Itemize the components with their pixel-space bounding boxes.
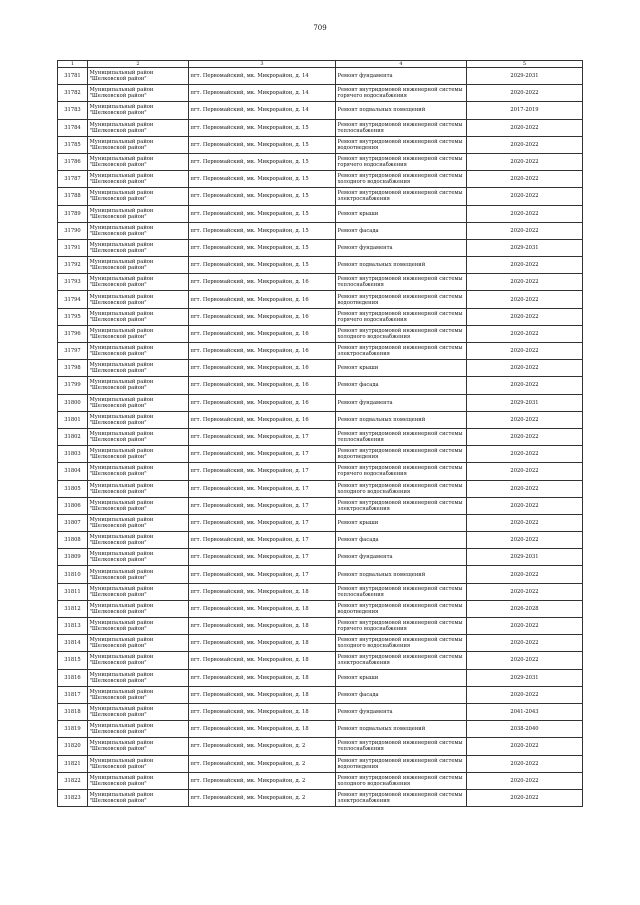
row-number: 31789	[58, 205, 88, 222]
address-cell: пгт. Первомайский, мк. Микрорайон, д. 16	[189, 274, 336, 291]
district-cell: Муниципальный район "Шелковской район"	[88, 188, 189, 205]
work-type-cell: Ремонт подвальных помещений	[336, 102, 467, 119]
period-cell: 2020-2022	[467, 85, 583, 102]
work-type-cell: Ремонт фасада	[336, 377, 467, 394]
period-cell: 2020-2022	[467, 171, 583, 188]
row-number: 31787	[58, 171, 88, 188]
period-cell: 2029-2031	[467, 549, 583, 566]
table-row	[58, 755, 583, 772]
period-cell: 2029-2031	[467, 394, 583, 411]
period-cell: 2020-2022	[467, 772, 583, 789]
address-cell: пгт. Первомайский, мк. Микрорайон, д. 15	[189, 188, 336, 205]
row-number: 31813	[58, 618, 88, 635]
period-cell: 2020-2022	[467, 686, 583, 703]
district-cell: Муниципальный район "Шелковской район"	[88, 360, 189, 377]
work-type-cell: Ремонт внутридомовой инженерной системы холодного водоснабжения	[336, 171, 467, 188]
district-cell: Муниципальный район "Шелковской район"	[88, 136, 189, 153]
period-cell: 2029-2031	[467, 239, 583, 256]
work-type-cell: Ремонт внутридомовой инженерной системы теплоснабжения	[336, 583, 467, 600]
row-number: 31781	[58, 68, 88, 85]
row-number: 31797	[58, 343, 88, 360]
district-cell: Муниципальный район "Шелковской район"	[88, 600, 189, 617]
table-row	[58, 257, 583, 274]
period-cell: 2020-2022	[467, 497, 583, 514]
row-number: 31804	[58, 463, 88, 480]
table-row	[58, 119, 583, 136]
work-type-cell: Ремонт фундамента	[336, 703, 467, 720]
work-type-cell: Ремонт внутридомовой инженерной системы горячего водоснабжения	[336, 618, 467, 635]
table-row	[58, 738, 583, 755]
address-cell: пгт. Первомайский, мк. Микрорайон, д. 18	[189, 652, 336, 669]
address-cell: пгт. Первомайский, мк. Микрорайон, д. 2	[189, 789, 336, 806]
work-type-cell: Ремонт внутридомовой инженерной системы электроснабжения	[336, 188, 467, 205]
column-header: 2	[88, 61, 189, 68]
work-type-cell: Ремонт внутридомовой инженерной системы горячего водоснабжения	[336, 153, 467, 170]
district-cell: Муниципальный район "Шелковской район"	[88, 239, 189, 256]
table-row	[58, 532, 583, 549]
address-cell: пгт. Первомайский, мк. Микрорайон, д. 18	[189, 618, 336, 635]
work-type-cell: Ремонт фундамента	[336, 239, 467, 256]
work-type-cell: Ремонт внутридомовой инженерной системы горячего водоснабжения	[336, 308, 467, 325]
district-cell: Муниципальный район "Шелковской район"	[88, 411, 189, 428]
row-number: 31808	[58, 532, 88, 549]
row-number: 31807	[58, 514, 88, 531]
district-cell: Муниципальный район "Шелковской район"	[88, 343, 189, 360]
address-cell: пгт. Первомайский, мк. Микрорайон, д. 17	[189, 497, 336, 514]
row-number: 31815	[58, 652, 88, 669]
work-type-cell: Ремонт крыши	[336, 669, 467, 686]
address-cell: пгт. Первомайский, мк. Микрорайон, д. 15	[189, 239, 336, 256]
district-cell: Муниципальный район "Шелковской район"	[88, 171, 189, 188]
table-row	[58, 772, 583, 789]
address-cell: пгт. Первомайский, мк. Микрорайон, д. 16	[189, 360, 336, 377]
row-number: 31784	[58, 119, 88, 136]
address-cell: пгт. Первомайский, мк. Микрорайон, д. 15	[189, 205, 336, 222]
district-cell: Муниципальный район "Шелковской район"	[88, 257, 189, 274]
row-number: 31812	[58, 600, 88, 617]
work-type-cell: Ремонт крыши	[336, 360, 467, 377]
row-number: 31794	[58, 291, 88, 308]
table-row	[58, 703, 583, 720]
period-cell: 2020-2022	[467, 308, 583, 325]
period-cell: 2029-2031	[467, 68, 583, 85]
row-number: 31810	[58, 566, 88, 583]
table-row	[58, 480, 583, 497]
address-cell: пгт. Первомайский, мк. Микрорайон, д. 16	[189, 325, 336, 342]
address-cell: пгт. Первомайский, мк. Микрорайон, д. 18	[189, 583, 336, 600]
table-row	[58, 188, 583, 205]
table-row	[58, 652, 583, 669]
district-cell: Муниципальный район "Шелковской район"	[88, 274, 189, 291]
table-row	[58, 85, 583, 102]
period-cell: 2020-2022	[467, 583, 583, 600]
address-cell: пгт. Первомайский, мк. Микрорайон, д. 2	[189, 772, 336, 789]
work-type-cell: Ремонт внутридомовой инженерной системы электроснабжения	[336, 497, 467, 514]
table-row	[58, 721, 583, 738]
period-cell: 2020-2022	[467, 411, 583, 428]
period-cell: 2020-2022	[467, 274, 583, 291]
period-cell: 2020-2022	[467, 257, 583, 274]
table-row	[58, 274, 583, 291]
address-cell: пгт. Первомайский, мк. Микрорайон, д. 17	[189, 514, 336, 531]
row-number: 31783	[58, 102, 88, 119]
work-type-cell: Ремонт крыши	[336, 514, 467, 531]
district-cell: Муниципальный район "Шелковской район"	[88, 291, 189, 308]
district-cell: Муниципальный район "Шелковской район"	[88, 686, 189, 703]
address-cell: пгт. Первомайский, мк. Микрорайон, д. 17	[189, 480, 336, 497]
row-number: 31819	[58, 721, 88, 738]
row-number: 31790	[58, 222, 88, 239]
period-cell: 2020-2022	[467, 480, 583, 497]
repair-schedule-table	[57, 60, 583, 807]
district-cell: Муниципальный район "Шелковской район"	[88, 308, 189, 325]
district-cell: Муниципальный район "Шелковской район"	[88, 738, 189, 755]
table-row	[58, 222, 583, 239]
table-row	[58, 291, 583, 308]
work-type-cell: Ремонт фундамента	[336, 549, 467, 566]
table-row	[58, 377, 583, 394]
address-cell: пгт. Первомайский, мк. Микрорайон, д. 14	[189, 102, 336, 119]
address-cell: пгт. Первомайский, мк. Микрорайон, д. 18	[189, 600, 336, 617]
period-cell: 2020-2022	[467, 446, 583, 463]
table-row	[58, 789, 583, 806]
address-cell: пгт. Первомайский, мк. Микрорайон, д. 2	[189, 755, 336, 772]
district-cell: Муниципальный район "Шелковской район"	[88, 85, 189, 102]
period-cell: 2020-2022	[467, 738, 583, 755]
period-cell: 2041-2043	[467, 703, 583, 720]
address-cell: пгт. Первомайский, мк. Микрорайон, д. 18	[189, 635, 336, 652]
address-cell: пгт. Первомайский, мк. Микрорайон, д. 17	[189, 463, 336, 480]
table-row	[58, 325, 583, 342]
work-type-cell: Ремонт внутридомовой инженерной системы водоотведения	[336, 755, 467, 772]
period-cell: 2029-2031	[467, 669, 583, 686]
work-type-cell: Ремонт внутридомовой инженерной системы теплоснабжения	[336, 119, 467, 136]
work-type-cell: Ремонт внутридомовой инженерной системы электроснабжения	[336, 652, 467, 669]
period-cell: 2026-2028	[467, 600, 583, 617]
table-row	[58, 566, 583, 583]
period-cell: 2020-2022	[467, 291, 583, 308]
table-row	[58, 136, 583, 153]
period-cell: 2017-2019	[467, 102, 583, 119]
district-cell: Муниципальный район "Шелковской район"	[88, 428, 189, 445]
district-cell: Муниципальный район "Шелковской район"	[88, 497, 189, 514]
work-type-cell: Ремонт внутридомовой инженерной системы теплоснабжения	[336, 274, 467, 291]
period-cell: 2038-2040	[467, 721, 583, 738]
district-cell: Муниципальный район "Шелковской район"	[88, 377, 189, 394]
address-cell: пгт. Первомайский, мк. Микрорайон, д. 15	[189, 153, 336, 170]
table-row	[58, 308, 583, 325]
row-number: 31821	[58, 755, 88, 772]
period-cell: 2020-2022	[467, 428, 583, 445]
row-number: 31793	[58, 274, 88, 291]
period-cell: 2020-2022	[467, 755, 583, 772]
column-header: 3	[189, 61, 336, 68]
district-cell: Муниципальный район "Шелковской район"	[88, 652, 189, 669]
work-type-cell: Ремонт фасада	[336, 532, 467, 549]
address-cell: пгт. Первомайский, мк. Микрорайон, д. 18	[189, 703, 336, 720]
address-cell: пгт. Первомайский, мк. Микрорайон, д. 17	[189, 446, 336, 463]
table-row	[58, 446, 583, 463]
district-cell: Муниципальный район "Шелковской район"	[88, 325, 189, 342]
address-cell: пгт. Первомайский, мк. Микрорайон, д. 2	[189, 738, 336, 755]
period-cell: 2020-2022	[467, 136, 583, 153]
district-cell: Муниципальный район "Шелковской район"	[88, 703, 189, 720]
table-header-row	[58, 61, 583, 68]
work-type-cell: Ремонт внутридомовой инженерной системы горячего водоснабжения	[336, 463, 467, 480]
district-cell: Муниципальный район "Шелковской район"	[88, 721, 189, 738]
address-cell: пгт. Первомайский, мк. Микрорайон, д. 16	[189, 411, 336, 428]
table-row	[58, 428, 583, 445]
table-row	[58, 411, 583, 428]
table-row	[58, 343, 583, 360]
period-cell: 2020-2022	[467, 222, 583, 239]
row-number: 31800	[58, 394, 88, 411]
table-row	[58, 102, 583, 119]
work-type-cell: Ремонт внутридомовой инженерной системы электроснабжения	[336, 789, 467, 806]
address-cell: пгт. Первомайский, мк. Микрорайон, д. 17	[189, 566, 336, 583]
period-cell: 2020-2022	[467, 463, 583, 480]
work-type-cell: Ремонт внутридомовой инженерной системы теплоснабжения	[336, 428, 467, 445]
address-cell: пгт. Первомайский, мк. Микрорайон, д. 15	[189, 119, 336, 136]
work-type-cell: Ремонт внутридомовой инженерной системы водоотведения	[336, 136, 467, 153]
column-header: 4	[336, 61, 467, 68]
table-row	[58, 394, 583, 411]
table-row	[58, 514, 583, 531]
row-number: 31806	[58, 497, 88, 514]
row-number: 31818	[58, 703, 88, 720]
district-cell: Муниципальный район "Шелковской район"	[88, 102, 189, 119]
period-cell: 2020-2022	[467, 514, 583, 531]
work-type-cell: Ремонт внутридомовой инженерной системы электроснабжения	[336, 343, 467, 360]
address-cell: пгт. Первомайский, мк. Микрорайон, д. 16	[189, 377, 336, 394]
row-number: 31817	[58, 686, 88, 703]
table-row	[58, 171, 583, 188]
address-cell: пгт. Первомайский, мк. Микрорайон, д. 15	[189, 136, 336, 153]
row-number: 31788	[58, 188, 88, 205]
row-number: 31820	[58, 738, 88, 755]
period-cell: 2020-2022	[467, 325, 583, 342]
work-type-cell: Ремонт внутридомовой инженерной системы водоотведения	[336, 446, 467, 463]
work-type-cell: Ремонт крыши	[336, 205, 467, 222]
work-type-cell: Ремонт внутридомовой инженерной системы холодного водоснабжения	[336, 772, 467, 789]
work-type-cell: Ремонт внутридомовой инженерной системы водоотведения	[336, 291, 467, 308]
district-cell: Муниципальный район "Шелковской район"	[88, 669, 189, 686]
period-cell: 2020-2022	[467, 566, 583, 583]
row-number: 31823	[58, 789, 88, 806]
row-number: 31816	[58, 669, 88, 686]
district-cell: Муниципальный район "Шелковской район"	[88, 583, 189, 600]
address-cell: пгт. Первомайский, мк. Микрорайон, д. 14	[189, 85, 336, 102]
district-cell: Муниципальный район "Шелковской район"	[88, 532, 189, 549]
district-cell: Муниципальный район "Шелковской район"	[88, 480, 189, 497]
district-cell: Муниципальный район "Шелковской район"	[88, 772, 189, 789]
row-number: 31809	[58, 549, 88, 566]
row-number: 31786	[58, 153, 88, 170]
row-number: 31811	[58, 583, 88, 600]
work-type-cell: Ремонт подвальных помещений	[336, 257, 467, 274]
work-type-cell: Ремонт фасада	[336, 686, 467, 703]
period-cell: 2020-2022	[467, 205, 583, 222]
row-number: 31814	[58, 635, 88, 652]
work-type-cell: Ремонт фундамента	[336, 394, 467, 411]
row-number: 31795	[58, 308, 88, 325]
work-type-cell: Ремонт внутридомовой инженерной системы водоотведения	[336, 600, 467, 617]
row-number: 31791	[58, 239, 88, 256]
work-type-cell: Ремонт подвальных помещений	[336, 566, 467, 583]
period-cell: 2020-2022	[467, 153, 583, 170]
table-row	[58, 618, 583, 635]
period-cell: 2020-2022	[467, 343, 583, 360]
row-number: 31805	[58, 480, 88, 497]
district-cell: Муниципальный район "Шелковской район"	[88, 549, 189, 566]
table-row	[58, 497, 583, 514]
address-cell: пгт. Первомайский, мк. Микрорайон, д. 14	[189, 68, 336, 85]
column-header: 5	[467, 61, 583, 68]
address-cell: пгт. Первомайский, мк. Микрорайон, д. 17	[189, 549, 336, 566]
district-cell: Муниципальный район "Шелковской район"	[88, 755, 189, 772]
district-cell: Муниципальный район "Шелковской район"	[88, 635, 189, 652]
address-cell: пгт. Первомайский, мк. Микрорайон, д. 17	[189, 428, 336, 445]
address-cell: пгт. Первомайский, мк. Микрорайон, д. 15	[189, 222, 336, 239]
period-cell: 2020-2022	[467, 188, 583, 205]
district-cell: Муниципальный район "Шелковской район"	[88, 119, 189, 136]
address-cell: пгт. Первомайский, мк. Микрорайон, д. 17	[189, 532, 336, 549]
work-type-cell: Ремонт внутридомовой инженерной системы теплоснабжения	[336, 738, 467, 755]
table-row	[58, 205, 583, 222]
district-cell: Муниципальный район "Шелковской район"	[88, 205, 189, 222]
district-cell: Муниципальный район "Шелковской район"	[88, 446, 189, 463]
table-row	[58, 669, 583, 686]
row-number: 31822	[58, 772, 88, 789]
period-cell: 2020-2022	[467, 618, 583, 635]
table-row	[58, 360, 583, 377]
district-cell: Муниципальный район "Шелковской район"	[88, 68, 189, 85]
period-cell: 2020-2022	[467, 377, 583, 394]
row-number: 31798	[58, 360, 88, 377]
work-type-cell: Ремонт фасада	[336, 222, 467, 239]
table-row	[58, 686, 583, 703]
table-row	[58, 68, 583, 85]
district-cell: Муниципальный район "Шелковской район"	[88, 222, 189, 239]
district-cell: Муниципальный район "Шелковской район"	[88, 394, 189, 411]
address-cell: пгт. Первомайский, мк. Микрорайон, д. 18	[189, 721, 336, 738]
table-row	[58, 635, 583, 652]
table-row	[58, 153, 583, 170]
work-type-cell: Ремонт фундаментa	[336, 68, 467, 85]
table-row	[58, 583, 583, 600]
work-type-cell: Ремонт подвальных помещений	[336, 411, 467, 428]
table-row	[58, 239, 583, 256]
row-number: 31799	[58, 377, 88, 394]
work-type-cell: Ремонт внутридомовой инженерной системы холодного водоснабжения	[336, 635, 467, 652]
period-cell: 2020-2022	[467, 119, 583, 136]
district-cell: Муниципальный район "Шелковской район"	[88, 514, 189, 531]
row-number: 31792	[58, 257, 88, 274]
row-number: 31801	[58, 411, 88, 428]
table-row	[58, 600, 583, 617]
district-cell: Муниципальный район "Шелковской район"	[88, 618, 189, 635]
table-row	[58, 549, 583, 566]
address-cell: пгт. Первомайский, мк. Микрорайон, д. 16	[189, 308, 336, 325]
row-number: 31803	[58, 446, 88, 463]
period-cell: 2020-2022	[467, 360, 583, 377]
work-type-cell: Ремонт внутридомовой инженерной системы холодного водоснабжения	[336, 480, 467, 497]
address-cell: пгт. Первомайский, мк. Микрорайон, д. 16	[189, 291, 336, 308]
address-cell: пгт. Первомайский, мк. Микрорайон, д. 15	[189, 257, 336, 274]
row-number: 31802	[58, 428, 88, 445]
period-cell: 2020-2022	[467, 532, 583, 549]
row-number: 31785	[58, 136, 88, 153]
work-type-cell: Ремонт подвальных помещений	[336, 721, 467, 738]
row-number: 31796	[58, 325, 88, 342]
row-number: 31782	[58, 85, 88, 102]
address-cell: пгт. Первомайский, мк. Микрорайон, д. 18	[189, 669, 336, 686]
period-cell: 2020-2022	[467, 789, 583, 806]
address-cell: пгт. Первомайский, мк. Микрорайон, д. 16	[189, 394, 336, 411]
address-cell: пгт. Первомайский, мк. Микрорайон, д. 15	[189, 171, 336, 188]
column-header: 1	[58, 61, 88, 68]
period-cell: 2020-2022	[467, 652, 583, 669]
period-cell: 2020-2022	[467, 635, 583, 652]
district-cell: Муниципальный район "Шелковской район"	[88, 463, 189, 480]
district-cell: Муниципальный район "Шелковской район"	[88, 153, 189, 170]
page-number: 709	[313, 24, 327, 32]
district-cell: Муниципальный район "Шелковской район"	[88, 789, 189, 806]
work-type-cell: Ремонт внутридомовой инженерной системы холодного водоснабжения	[336, 325, 467, 342]
address-cell: пгт. Первомайский, мк. Микрорайон, д. 18	[189, 686, 336, 703]
table-row	[58, 463, 583, 480]
work-type-cell: Ремонт внутридомовой инженерной системы горячего водоснабжения	[336, 85, 467, 102]
address-cell: пгт. Первомайский, мк. Микрорайон, д. 16	[189, 343, 336, 360]
district-cell: Муниципальный район "Шелковской район"	[88, 566, 189, 583]
